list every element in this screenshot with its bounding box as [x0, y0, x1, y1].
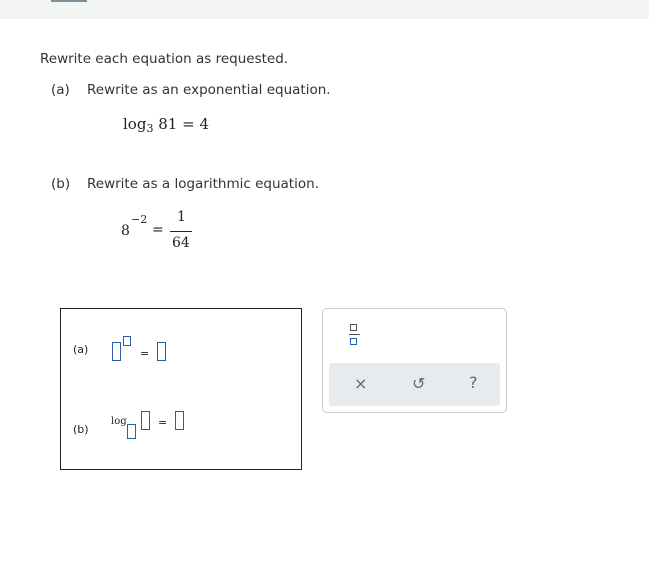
- part-b-prompt: Rewrite as a logarithmic equation.: [87, 176, 319, 192]
- top-bar-tab-indicator: [51, 0, 87, 2]
- part-a-label: (a): [51, 82, 70, 98]
- answer-b-equals: =: [158, 416, 168, 429]
- answer-b-base-slot[interactable]: [127, 424, 136, 439]
- log-argument: 81: [158, 115, 178, 133]
- toolbar-action-row: [329, 363, 500, 406]
- undo-button[interactable]: ↺: [412, 374, 426, 393]
- part-b-label: (b): [51, 176, 71, 192]
- answer-a-equals: =: [140, 347, 150, 360]
- answer-a-result-slot[interactable]: [157, 342, 166, 361]
- instructions-text: Rewrite each equation as requested.: [40, 51, 289, 67]
- answer-b-result-slot[interactable]: [175, 411, 184, 430]
- answer-a-label: (a): [73, 343, 89, 356]
- fraction-icon[interactable]: [349, 324, 360, 347]
- part-a-equation: [123, 115, 209, 133]
- top-bar: [0, 0, 649, 19]
- log-text: log: [123, 115, 147, 133]
- power-exponent: −2: [131, 213, 148, 226]
- answer-box: [60, 308, 302, 470]
- answer-b-label: (b): [73, 423, 89, 436]
- clear-button[interactable]: ×: [354, 374, 368, 393]
- help-button[interactable]: ?: [469, 373, 478, 392]
- answer-b-argument-slot[interactable]: [141, 411, 150, 430]
- answer-b-log-text: log: [111, 416, 127, 427]
- fraction-bar: [170, 231, 192, 232]
- fraction-numerator: 1: [177, 209, 186, 225]
- equals-sign: =: [182, 115, 195, 133]
- power-base: 8: [121, 223, 130, 239]
- equals-sign: =: [152, 222, 164, 238]
- log-base: 3: [146, 122, 154, 135]
- equation-value: 4: [199, 115, 209, 133]
- answer-a-base-slot[interactable]: [112, 342, 121, 361]
- answer-a-exponent-slot[interactable]: [123, 336, 131, 346]
- part-a-prompt: Rewrite as an exponential equation.: [87, 82, 331, 98]
- tool-palette: [322, 308, 507, 413]
- fraction-denominator: 64: [172, 235, 190, 251]
